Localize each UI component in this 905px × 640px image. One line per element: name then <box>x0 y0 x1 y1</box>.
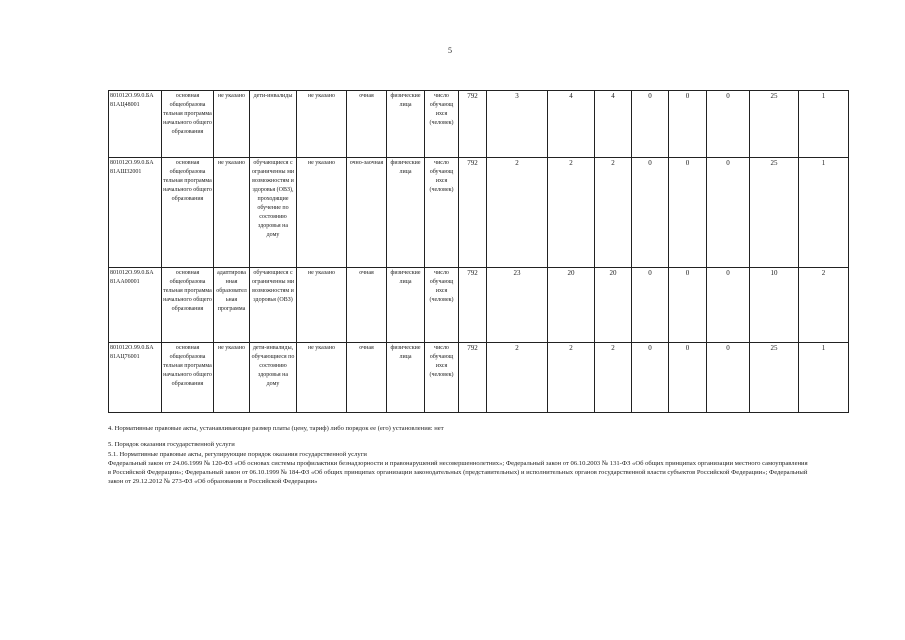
section-5-title: 5. Порядок оказания государственной услуги <box>108 441 235 449</box>
consumer-category: обучающиеся с ограниченны ми возможностям и здоровья (ОВЗ), проходящие обучение по состоянию здоровья на дому <box>250 158 297 268</box>
table-row <box>109 343 849 413</box>
legal-notes <box>108 424 808 487</box>
measure-unit: число обучающ ихся (человек) <box>425 158 459 268</box>
service-place: не указано <box>297 158 347 268</box>
consumer-category: дети-инвалиды, обучающиеся по состоянию здоровья на дому <box>250 343 297 413</box>
registry-code: 801012О.99.0.БА 81АЦ48001 <box>109 91 162 158</box>
okei-code: 792 <box>459 91 487 158</box>
program-name: основная общеобразова тельная программа начального общего образования <box>162 158 214 268</box>
value-cell: 0 <box>669 158 707 268</box>
value-cell: 0 <box>632 268 669 343</box>
value-cell: 2 <box>799 268 849 343</box>
measure-unit: число обучающ ихся (человек) <box>425 343 459 413</box>
value-cell: 20 <box>548 268 595 343</box>
value-cell: 25 <box>750 91 799 158</box>
consumer-category: дети-инвалиды <box>250 91 297 158</box>
value-cell: 25 <box>750 158 799 268</box>
value-cell: 2 <box>487 343 548 413</box>
registry-code: 801012О.99.0.БА 81АЦ76001 <box>109 343 162 413</box>
value-cell: 2 <box>595 158 632 268</box>
value-cell: 25 <box>750 343 799 413</box>
value-cell: 23 <box>487 268 548 343</box>
program-name: основная общеобразова тельная программа начального общего образования <box>162 343 214 413</box>
service-place: не указано <box>297 268 347 343</box>
consumers: физические лица <box>387 343 425 413</box>
program-type: не указано <box>214 91 250 158</box>
consumer-category: обучающиеся с ограниченны ми возможностям и здоровья (ОВЗ) <box>250 268 297 343</box>
page-number: 5 <box>448 46 452 55</box>
study-form: очно-заочная <box>347 158 387 268</box>
value-cell: 2 <box>548 343 595 413</box>
value-cell: 0 <box>669 91 707 158</box>
value-cell: 2 <box>595 343 632 413</box>
value-cell: 0 <box>632 158 669 268</box>
value-cell: 0 <box>669 268 707 343</box>
section-4-text: 4. Нормативные правовые акты, устанавливающие размер платы (цену, тариф) либо порядок ее (его) установления: нет <box>108 425 444 432</box>
program-name: основная общеобразова тельная программа начального общего образования <box>162 268 214 343</box>
registry-code: 801012О.99.0.БА 81АА00001 <box>109 268 162 343</box>
value-cell: 4 <box>595 91 632 158</box>
value-cell: 0 <box>707 158 750 268</box>
okei-code: 792 <box>459 343 487 413</box>
service-place: не указано <box>297 91 347 158</box>
value-cell: 0 <box>707 91 750 158</box>
okei-code: 792 <box>459 268 487 343</box>
table-row <box>109 158 849 268</box>
study-form: очная <box>347 343 387 413</box>
value-cell: 1 <box>799 343 849 413</box>
consumers: физические лица <box>387 158 425 268</box>
table-row <box>109 91 849 158</box>
table-row <box>109 268 849 343</box>
value-cell: 4 <box>548 91 595 158</box>
program-type: не указано <box>214 343 250 413</box>
value-cell: 2 <box>487 158 548 268</box>
value-cell: 3 <box>487 91 548 158</box>
program-name: основная общеобразова тельная программа начального общего образования <box>162 91 214 158</box>
value-cell: 2 <box>548 158 595 268</box>
okei-code: 792 <box>459 158 487 268</box>
consumers: физические лица <box>387 268 425 343</box>
value-cell: 0 <box>632 91 669 158</box>
value-cell: 10 <box>750 268 799 343</box>
value-cell: 0 <box>632 343 669 413</box>
study-form: очная <box>347 91 387 158</box>
section-5-1-text: 5.1. Нормативные правовые акты, регулирующие порядок оказания государственной услуги <box>108 450 367 458</box>
value-cell: 1 <box>799 91 849 158</box>
laws-list: Федеральный закон от 24.06.1999 № 120-ФЗ «Об основах системы профилактики безнадзорности и правонарушений несовершеннолетних»; Федеральный закон от 06.10.2003 № 131-ФЗ «Об общих принципах организации местного самоуправления в Российской Федерации»; Федеральный закон от 06.10.1999 № 184-ФЗ «Об общих принципах организации законодательных (представительных) и исполнительных органов государственной власти субъектов Российской Федерации»; Федеральный закон от 29.12.2012 № 273-ФЗ «Об образовании в Российской Федерации» <box>108 459 808 486</box>
service-place: не указано <box>297 343 347 413</box>
value-cell: 0 <box>669 343 707 413</box>
program-type: адаптирова нная образовател ьная программа <box>214 268 250 343</box>
value-cell: 1 <box>799 158 849 268</box>
value-cell: 20 <box>595 268 632 343</box>
value-cell: 0 <box>707 268 750 343</box>
registry-code: 801012О.99.0.БА 81АШ32001 <box>109 158 162 268</box>
consumers: физические лица <box>387 91 425 158</box>
study-form: очная <box>347 268 387 343</box>
measure-unit: число обучающ ихся (человек) <box>425 268 459 343</box>
value-cell: 0 <box>707 343 750 413</box>
program-type: не указано <box>214 158 250 268</box>
service-volume-table <box>108 90 849 413</box>
measure-unit: число обучающ ихся (человек) <box>425 91 459 158</box>
